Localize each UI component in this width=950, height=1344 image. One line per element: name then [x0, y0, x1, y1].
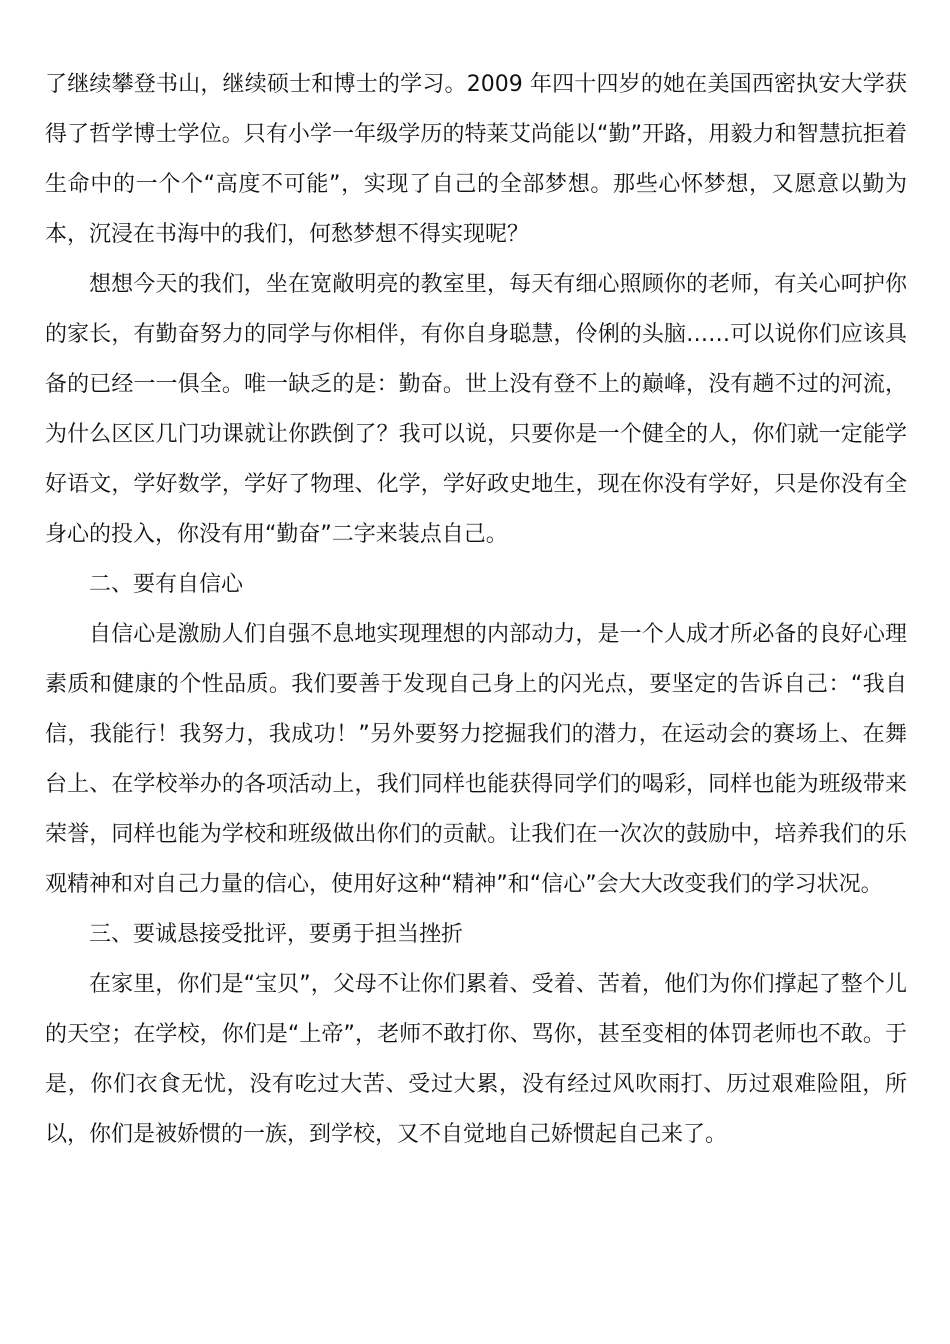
paragraph-continuation: 了继续攀登书山，继续硕士和博士的学习。2009 年四十四岁的她在美国西密执安大学获得了哲学博士学位。只有小学一年级学历的特莱艾尚能以“勤”开路，用毅力和智慧抗拒着生命中的一个个“高度不可能”，实现了自己的全部梦想。那些心怀梦想，又愿意以勤为本，沉浸在书海中的我们，何愁梦想不得实现呢？ — [45, 72, 907, 247]
paragraph-confidence: 自信心是激励人们自强不息地实现理想的内部动力，是一个人成才所必备的良好心理素质和健康的个性品质。我们要善于发现自己身上的闪光点，要坚定的告诉自己：“我自信，我能行！我努力，我成功！”另外要努力挖掘我们的潜力，在运动会的赛场上、在舞台上、在学校举办的各项活动上，我们同样也能获得同学们的喝彩，同样也能为班级带来荣誉，同样也能为学校和班级做出你们的贡献。让我们在一次次的鼓励中，培养我们的乐观精神和对自己力量的信心，使用好这种“精神”和“信心”会大大改变我们的学习状况。 — [45, 622, 907, 897]
section-heading-criticism: 三、要诚恳接受批评，要勇于担当挫折 — [89, 922, 464, 947]
section-heading-confidence: 二、要有自信心 — [89, 572, 244, 597]
paragraph-criticism: 在家里，你们是“宝贝”，父母不让你们累着、受着、苦着，他们为你们撑起了整个儿的天空；在学校，你们是“上帝”，老师不敢打你、骂你，甚至变相的体罚老师也不敢。于是，你们衣食无忧，没有吃过大苦、受过大累，没有经过风吹雨打、历过艰难险阻，所以，你们是被娇惯的一族，到学校，又不自觉地自己娇惯起自己来了。 — [45, 972, 907, 1147]
document-body — [45, 60, 907, 1160]
paragraph-diligence: 想想今天的我们，坐在宽敞明亮的教室里，每天有细心照顾你的老师，有关心呵护你的家长，有勤奋努力的同学与你相伴，有你自身聪慧，伶俐的头脑……可以说你们应该具备的已经一一俱全。唯一缺乏的是：勤奋。世上没有登不上的巅峰，没有趟不过的河流，为什么区区几门功课就让你跌倒了？我可以说，只要你是一个健全的人，你们就一定能学好语文，学好数学，学好了物理、化学，学好政史地生，现在你没有学好，只是你没有全身心的投入，你没有用“勤奋”二字来装点自己。 — [45, 272, 907, 547]
